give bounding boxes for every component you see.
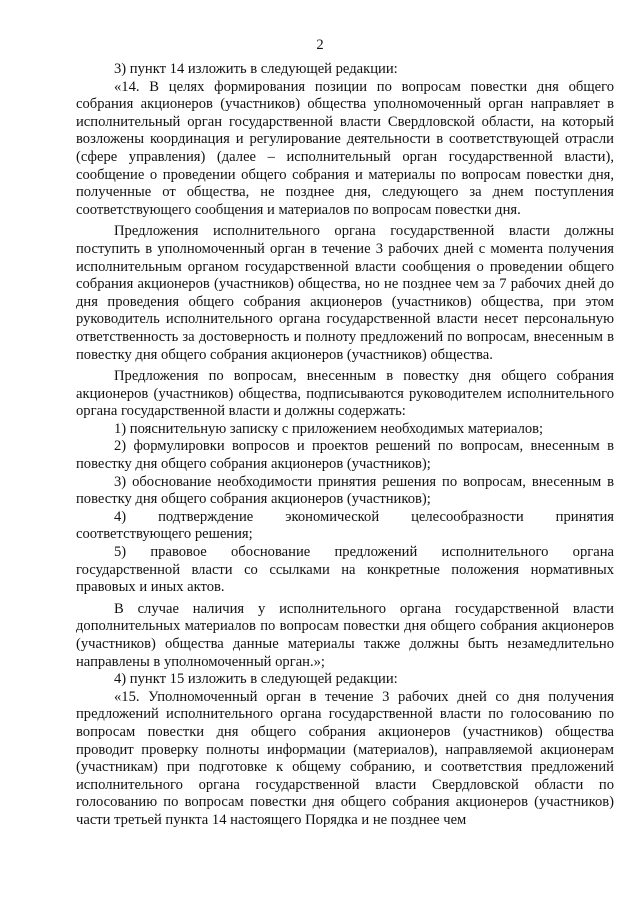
- list-item-4: 4) подтверждение экономической целесообразности принятия соответствующего решения;: [76, 508, 614, 543]
- paragraph-clause-15: «15. Уполномоченный орган в течение 3 рабочих дней со дня получения предложений исполнительного органа государственной власти по голосованию по вопросам повестки дня общего собрания акционеров (участников) общества проводит проверку полноты информации (материалов), направляемой акционерам (участникам) при подготовке к общему собранию, и соответствия предложений исполнительного органа государственной власти Свердловской области по голосованию по вопросам повестки дня общего собрания акционеров (участников) части третьей пункта 14 настоящего Порядка и не позднее чем: [76, 688, 614, 828]
- list-item-5: 5) правовое обоснование предложений исполнительного органа государственной власти со ссылками на конкретные положения нормативных правовых и иных актов.: [76, 544, 614, 596]
- document-body: [76, 61, 614, 830]
- paragraph-item-4-intro: 4) пункт 15 изложить в следующей редакции:: [114, 671, 398, 688]
- paragraph-proposals-content: Предложения по вопросам, внесенным в повестку дня общего собрания акционеров (участников) общества, подписываются руководителем исполнительного органа государственной власти и должны содержать:: [76, 368, 614, 420]
- list-item-3: 3) обоснование необходимости принятия решения по вопросам, внесенным в повестку дня общего собрания акционеров (участников);: [76, 473, 614, 508]
- list-item-2: 2) формулировки вопросов и проектов решений по вопросам, внесенным в повестку дня общего собрания акционеров (участников);: [76, 438, 614, 473]
- paragraph-clause-14: «14. В целях формирования позиции по вопросам повестки дня общего собрания акционеров (участников) общества уполномоченный орган направляет в исполнительный орган государственной власти Свердловской области, на который возложены координация и регулирование деятельности в соответствующей отрасли (сфере управления) (далее – исполнительный орган государственной власти), сообщение о проведении общего собрания и материалы по вопросам повестки дня, полученные от общества, не позднее дня, следующего за днем поступления соответствующего сообщения и материалов по вопросам повестки дня.: [76, 78, 614, 218]
- paragraph-additional-materials: В случае наличия у исполнительного органа государственной власти дополнительных материалов по вопросам повестки дня общего собрания акционеров (участников) общества данные материалы также должны быть незамедлительно направлены в уполномоченный орган.»;: [76, 600, 614, 670]
- list-item-1: 1) пояснительную записку с приложением необходимых материалов;: [114, 420, 544, 437]
- paragraph-item-3-intro: 3) пункт 14 изложить в следующей редакции:: [114, 61, 398, 77]
- paragraph-proposals-deadline: Предложения исполнительного органа государственной власти должны поступить в уполномоченный орган в течение 3 рабочих дней с момента получения исполнительным органом государственной власти сообщения о проведении общего собрания акционеров (участников) общества, но не позднее чем за 7 рабочих дней до дня проведения общего собрания акционеров (участников) общества, при этом руководитель исполнительного органа государственной власти несет персональную ответственность за достоверность и полноту предложений по вопросам, внесенным в повестку дня общего собрания акционеров (участников) общества.: [76, 223, 614, 363]
- page-number: 2: [316, 37, 324, 53]
